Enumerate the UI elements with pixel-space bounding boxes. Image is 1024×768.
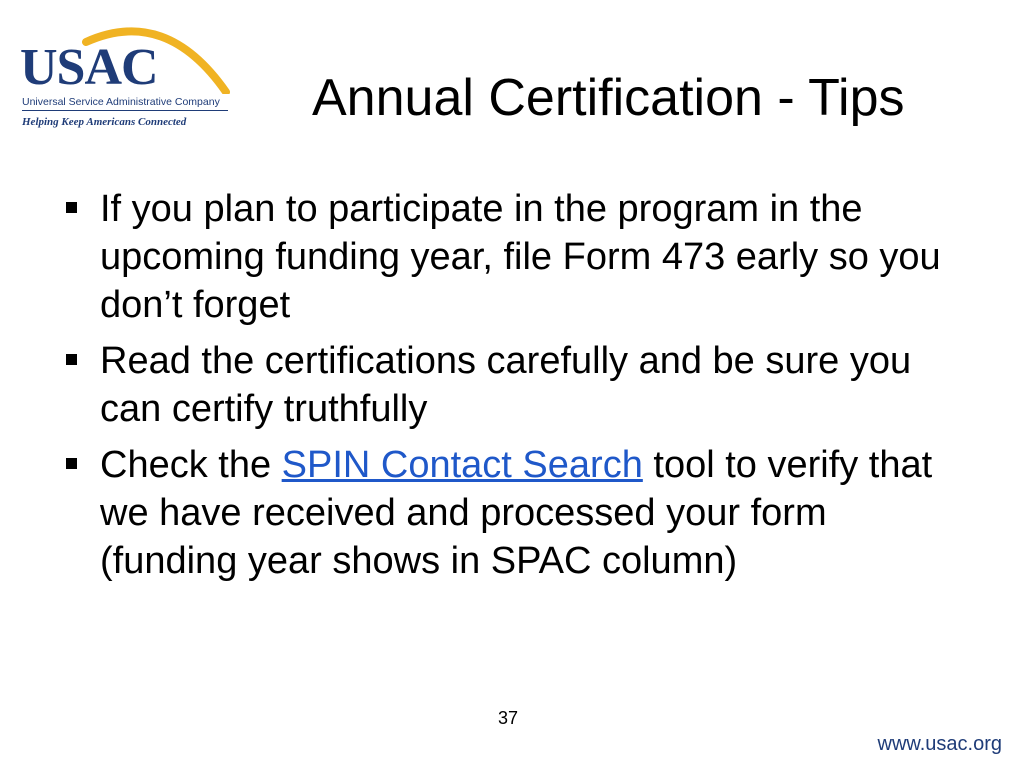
logo-divider — [22, 110, 228, 111]
bullet-list — [60, 185, 960, 593]
bullet-item — [60, 337, 960, 433]
logo-company-name: Universal Service Administrative Company — [22, 96, 220, 108]
spin-contact-search-link[interactable]: SPIN Contact Search — [281, 444, 643, 486]
square-bullet-icon — [66, 202, 77, 213]
bullet-text: If you plan to participate in the program in the upcoming funding year, file Form 473 early so you don’t forget — [100, 188, 941, 326]
footer-url[interactable]: www.usac.org — [877, 733, 1002, 755]
page-number: 37 — [498, 708, 519, 728]
square-bullet-icon — [66, 458, 77, 469]
logo-tagline: Helping Keep Americans Connected — [22, 116, 187, 128]
bullet-text: Read the certifications carefully and be sure you can certify truthfully — [100, 340, 912, 430]
slide-title: Annual Certification - Tips — [312, 69, 905, 127]
logo-wordmark: USAC — [20, 39, 158, 96]
bullet-item — [60, 185, 960, 329]
bullet-text-before-link: Check the — [100, 444, 282, 486]
usac-logo — [16, 14, 232, 126]
square-bullet-icon — [66, 354, 77, 365]
bullet-text-after-link: tool to verify that we have received and processed your form (funding year shows in SPAC column) — [100, 444, 933, 582]
bullet-item — [60, 441, 960, 585]
